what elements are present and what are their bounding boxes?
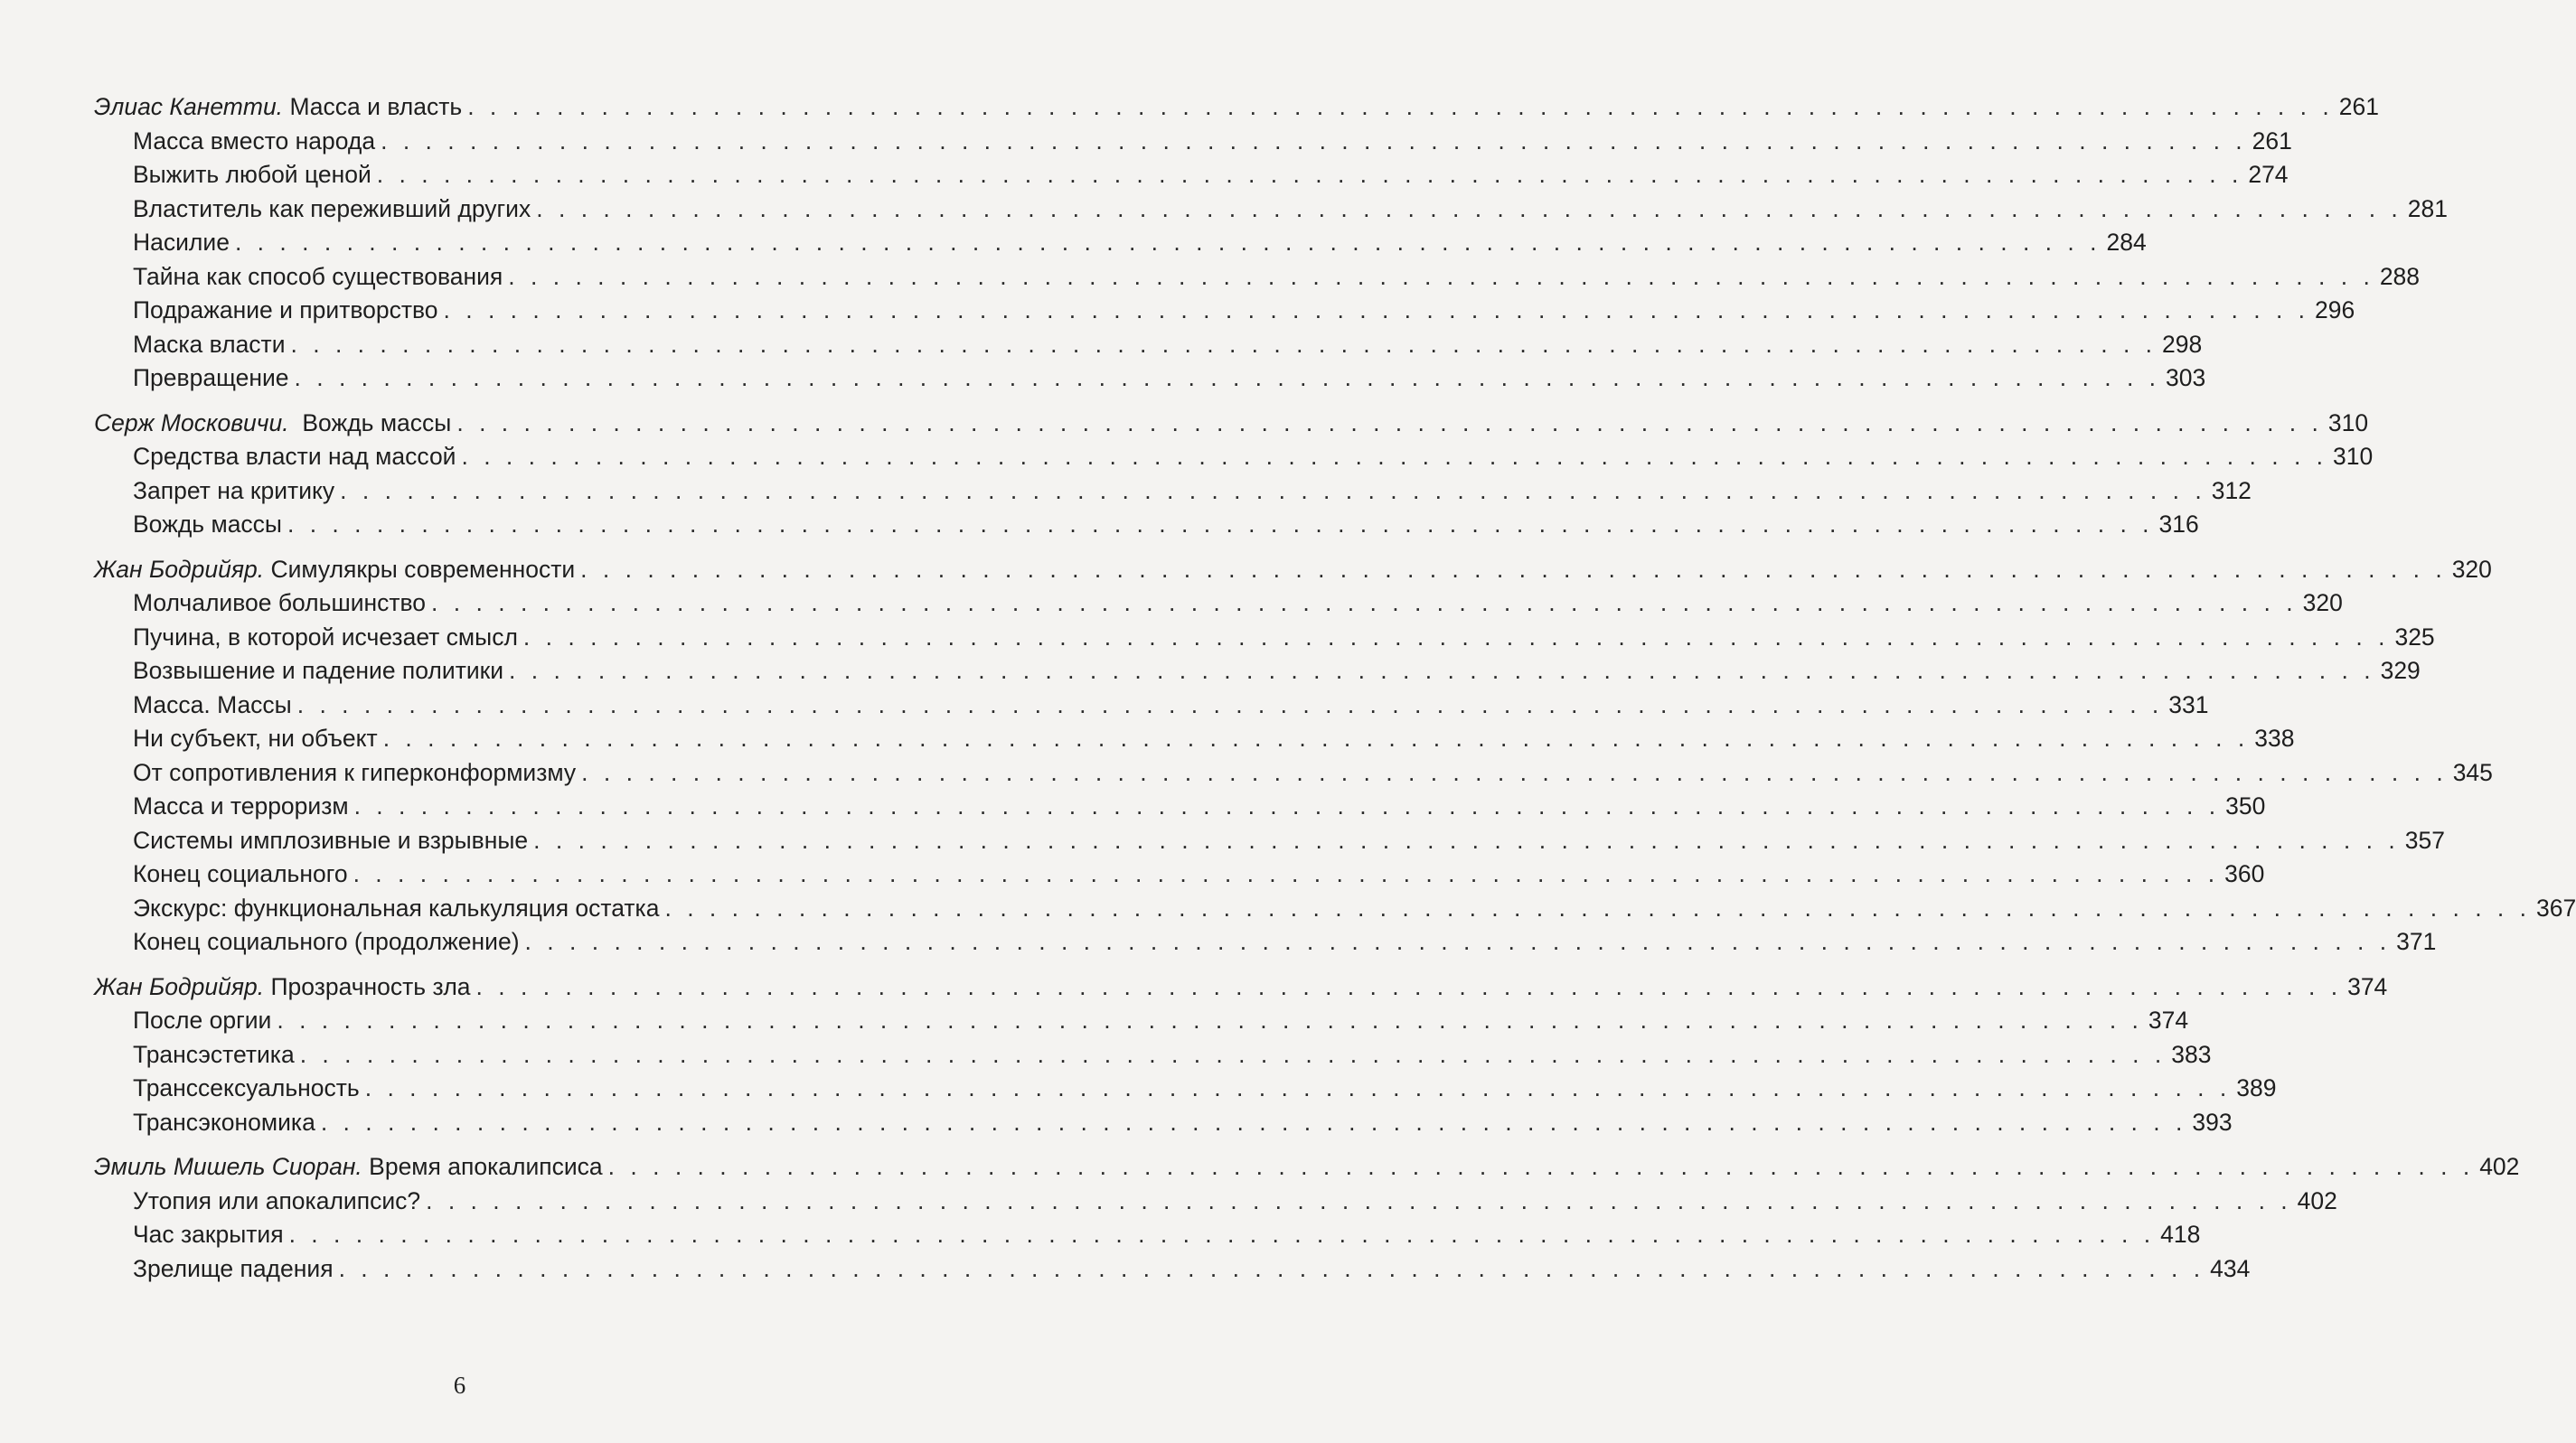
toc-section-entry [94,1252,2251,1287]
toc-section-entry [94,621,2435,655]
toc-section-entry [94,361,2206,396]
dot-leader [456,407,2323,441]
section-page-number: 281 [2407,194,2449,222]
toc-section-entry [94,294,2355,328]
chapter-title [94,970,471,1005]
toc-section-entry [94,192,2449,227]
section-title: Средства власти над массой [133,443,456,470]
section-title: Подражание и притворство [133,296,438,323]
section-title: Ни субъект, ни объект [133,725,378,752]
dot-leader [467,90,2334,125]
section-title: Превращение [133,364,289,391]
toc-chapter-entry [94,1150,2520,1185]
section-page-number: 331 [2168,690,2209,718]
section-page-number: 367 [2536,894,2576,922]
section-page-number: 374 [2148,1007,2189,1034]
toc-section-entry [94,474,2252,509]
section-title: Трансэстетика [133,1040,295,1068]
toc-section-entry [94,824,2445,858]
chapter-work-title: Симулякры современности [270,555,576,583]
section-page-number: 296 [2315,296,2355,323]
dot-leader [381,125,2247,159]
chapter-work-title: Прозрачность зла [270,972,471,1000]
toc-chapter-entry [94,407,2369,441]
dot-leader [533,824,2400,858]
dot-leader [461,440,2327,474]
dot-leader [377,158,2243,192]
toc-section-entry [94,440,2374,474]
dot-leader [509,654,2375,689]
section-title: Утопия или апокалипсис? [133,1186,421,1214]
section-page-number: 357 [2404,826,2445,854]
toc-section-entry [94,226,2147,260]
chapter-author: Жан Бодрийяр. [94,972,265,1000]
dot-leader [608,1150,2475,1185]
toc-section-entry [94,1185,2337,1219]
section-page-number: 298 [2162,330,2203,358]
dot-leader [444,294,2310,328]
section-page-number: 261 [2252,126,2292,155]
section-page-number: 402 [2297,1186,2337,1214]
chapter-work-title: Время апокалипсиса [369,1153,603,1180]
section-title: После оргии [133,1007,272,1034]
section-title: От сопротивления к гиперконформизму [133,758,577,786]
chapter-title [94,407,451,441]
dot-leader [354,790,2221,824]
chapter-title [94,1150,603,1185]
chapter-page-number: 320 [2451,555,2492,583]
chapter-author: Жан Бодрийяр. [94,555,265,583]
dot-leader [295,361,2161,396]
section-page-number: 312 [2211,476,2252,504]
toc-section-entry [94,260,2421,295]
dot-leader [287,508,2154,542]
dot-leader [431,586,2298,621]
dot-leader [536,192,2402,227]
chapter-work-title: Масса и власть [289,93,463,120]
chapter-page-number: 402 [2479,1153,2520,1180]
dot-leader [476,970,2343,1005]
section-title: Выжить любой ценой [133,161,371,188]
dot-leader [508,260,2374,295]
dot-leader [525,925,2392,960]
chapter-author: Эмиль Мишель Сиоран. [94,1153,362,1180]
section-title: Масса. Массы [133,690,292,718]
toc-section-entry [94,508,2199,542]
section-page-number: 360 [2224,860,2265,887]
dot-leader [289,1218,2156,1252]
section-title: Конец социального (продолжение) [133,928,520,955]
dot-leader [300,1038,2167,1073]
chapter-title [94,90,462,125]
section-page-number: 418 [2160,1221,2201,1248]
section-page-number: 393 [2192,1108,2233,1136]
dot-leader [339,1252,2205,1287]
dot-leader [664,892,2531,926]
section-title: Пучина, в которой исчезает смысл [133,623,518,651]
toc-section-entry [94,925,2437,960]
dot-leader [340,474,2206,509]
toc-chapter-entry [94,970,2388,1005]
section-title: Трансэкономика [133,1108,315,1136]
dot-leader [383,722,2250,756]
toc-section-entry [94,857,2265,892]
dot-leader [580,553,2447,587]
chapter-work-title: Вождь массы [302,408,452,436]
dot-leader [321,1106,2187,1140]
toc-section-entry [94,1038,2212,1073]
toc-section-entry [94,722,2295,756]
chapter-page-number: 310 [2327,408,2369,436]
dot-leader [235,226,2101,260]
section-page-number: 345 [2452,758,2493,786]
dot-leader [426,1185,2292,1219]
toc-section-entry [94,689,2209,723]
section-title: Насилие [133,229,230,256]
toc-section-entry [94,892,2576,926]
chapter-author: Элиас Канетти. [94,93,284,120]
section-title: Запрет на критику [133,476,335,504]
section-page-number: 389 [2236,1074,2277,1101]
dot-leader [291,328,2158,362]
section-title: Масса вместо народа [133,126,376,155]
section-page-number: 434 [2210,1254,2251,1282]
section-title: Вождь массы [133,511,282,538]
toc-section-entry [94,790,2266,824]
chapter-page-number: 374 [2347,972,2388,1000]
section-page-number: 316 [2158,511,2199,538]
dot-leader [581,756,2448,791]
chapter-title [94,553,575,587]
section-title: Экскурс: функциональная калькуляция остатка [133,894,660,922]
toc-chapter-entry [94,90,2379,125]
section-page-number: 288 [2379,262,2421,290]
section-title: Системы имплозивные и взрывные [133,826,529,854]
section-title: Конец социального [133,860,348,887]
toc-section-entry [94,1004,2189,1038]
section-page-number: 329 [2380,657,2421,684]
toc-section-entry [94,1072,2277,1106]
section-title: Масса и терроризм [133,792,349,820]
section-title: Час закрытия [133,1221,284,1248]
section-title: Зрелище падения [133,1254,334,1282]
section-title: Транссексуальность [133,1074,360,1101]
toc-section-entry [94,1106,2233,1140]
page-number: 6 [453,1372,466,1399]
section-title: Тайна как способ существования [133,262,503,290]
dot-leader [523,621,2390,655]
section-page-number: 274 [2248,161,2289,188]
toc-section-entry [94,586,2343,621]
dot-leader [353,857,2220,892]
toc-section-entry [94,1218,2201,1252]
chapter-author: Серж Московичи. [94,408,289,436]
section-page-number: 284 [2106,229,2147,256]
dot-leader [277,1004,2143,1038]
section-page-number: 310 [2333,443,2374,470]
section-page-number: 371 [2396,928,2437,955]
section-page-number: 383 [2171,1040,2212,1068]
toc-section-entry [94,125,2292,159]
section-title: Властитель как переживший других [133,194,531,222]
section-page-number: 303 [2166,364,2206,391]
toc-section-entry [94,654,2421,689]
section-page-number: 338 [2254,725,2295,752]
dot-leader [297,689,2164,723]
section-title: Молчаливое большинство [133,589,427,616]
section-page-number: 320 [2302,589,2343,616]
section-title: Возвышение и падение политики [133,657,504,684]
toc-section-entry [94,756,2493,791]
toc-section-entry [94,328,2203,362]
section-title: Маска власти [133,330,286,358]
section-page-number: 350 [2225,792,2266,820]
chapter-page-number: 261 [2338,93,2379,120]
table-of-contents [94,90,2576,1286]
toc-section-entry [94,158,2289,192]
section-page-number: 325 [2394,623,2435,651]
toc-chapter-entry [94,553,2492,587]
dot-leader [365,1072,2232,1106]
